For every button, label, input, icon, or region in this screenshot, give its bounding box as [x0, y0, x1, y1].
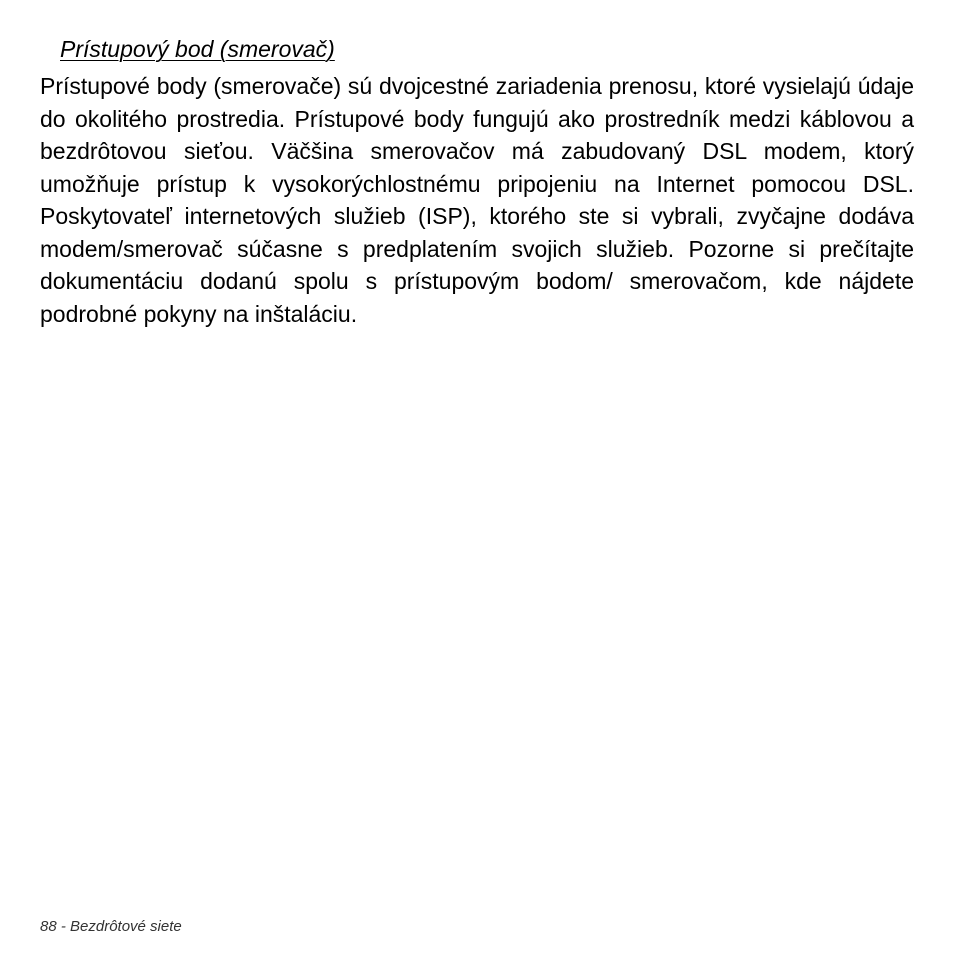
section-heading: Prístupový bod (smerovač)	[60, 36, 335, 62]
body-paragraph: Prístupové body (smerovače) sú dvojcestné zariadenia prenosu, ktoré vysielajú údaje do okolitého prostredia. Prístupové body fungujú ako prostredník medzi káblovou a bezdrôtovou sieťou. Väčšina smerovačov má zabudovaný DSL modem, ktorý umožňuje prístup k vysokorýchlostnému pripojeniu na Internet pomocou DSL. Poskytovateľ internetových služieb (ISP), ktorého ste si vybrali, zvyčajne dodáva modem/smerovač súčasne s predplatením svojich služieb. Pozorne si prečítajte dokumentáciu dodanú spolu s prístupovým bodom/ smerovačom, kde nájdete podrobné pokyny na inštaláciu.	[40, 73, 914, 327]
page-footer: 88 - Bezdrôtové siete	[40, 918, 182, 935]
